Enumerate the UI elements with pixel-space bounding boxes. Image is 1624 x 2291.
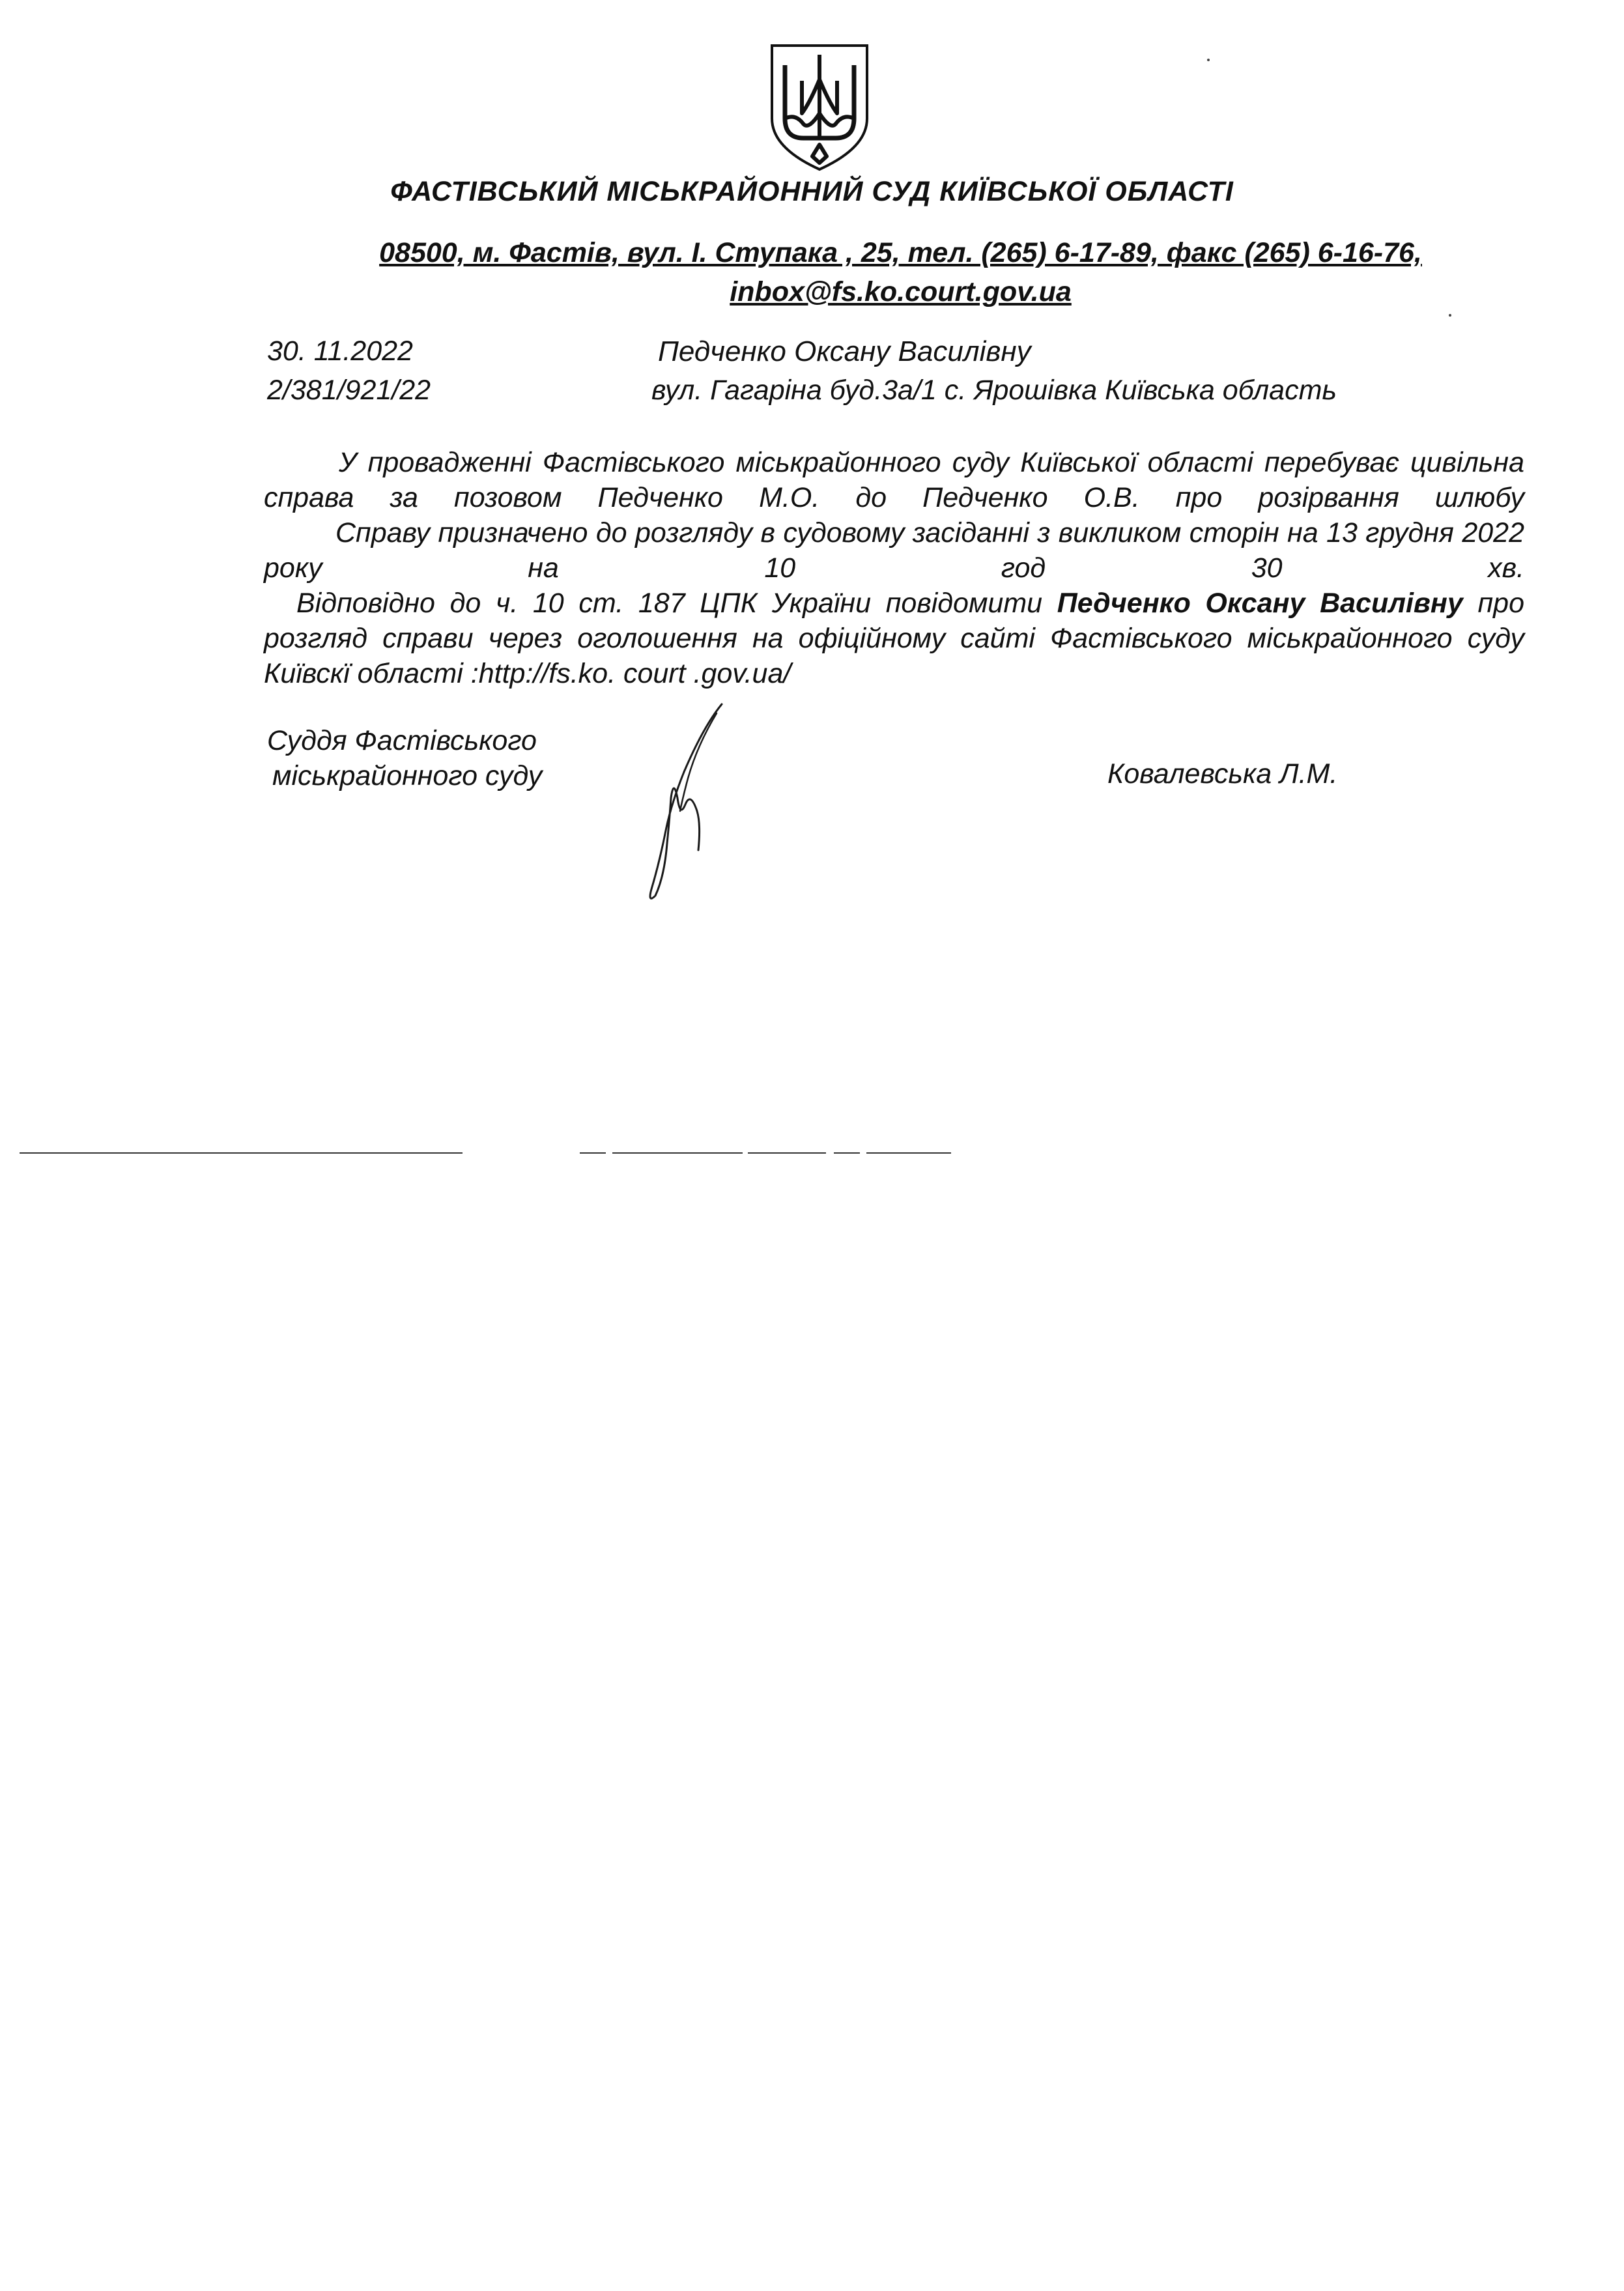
- notified-party-name: Педченко Оксану Василівну: [1057, 588, 1463, 619]
- case-number: 2/381/921/22: [267, 375, 431, 406]
- court-name-heading: ФАСТІВСЬКИЙ МІСЬКРАЙОННИЙ СУД КИЇВСЬКОЇ ОБЛАСТІ: [390, 176, 1234, 207]
- notice-body: [264, 445, 1524, 691]
- notification-text-start: Відповідно до ч. 10 ст. 187 ЦПК України повідомити: [296, 588, 1057, 619]
- notification-text-end: про розгляд справи через оголошення на офіційному сайті Фастівського міськрайонного суду Київскї області :http://fs.ko. court .gov.ua/: [264, 588, 1524, 689]
- judge-name: Ковалевська Л.М.: [1107, 758, 1338, 790]
- handwritten-signature: [625, 700, 730, 909]
- recipient-address: вул. Гагаріна буд.3а/1 с. Ярошівка Київська область: [651, 375, 1337, 406]
- court-email: inbox@fs.ko.court.gov.ua: [730, 276, 1072, 307]
- judge-title: [267, 723, 542, 793]
- judge-title-line: міськрайонного суду: [272, 760, 543, 791]
- court-address: [335, 233, 1466, 311]
- trident-coat-of-arms-icon: [764, 40, 875, 174]
- letter-date: 30. 11.2022: [267, 335, 413, 367]
- judge-title-line: Суддя Фастівського: [267, 725, 537, 756]
- body-paragraph-hearing: Справу призначено до розгляду в судовому засіданні з викликом сторін на 13 грудня 2022 року на 10 год 30 хв.: [264, 517, 1524, 584]
- body-paragraph-notification: [264, 586, 1524, 691]
- scan-artifact-line: [20, 1150, 951, 1156]
- recipient-name: Педченко Оксану Василівну: [658, 335, 1031, 367]
- scan-speck: [1207, 59, 1210, 61]
- body-paragraph-case: У провадженні Фастівського міськрайонного суду Київської області перебуває цивільна справа за позовом Педченко М.О. до Педченко О.В. про розірвання шлюбу: [264, 447, 1524, 513]
- scan-speck: [1449, 314, 1451, 317]
- court-address-line: 08500, м. Фастів, вул. І. Ступака , 25, тел. (265) 6-17-89, факс (265) 6-16-76,: [379, 237, 1422, 268]
